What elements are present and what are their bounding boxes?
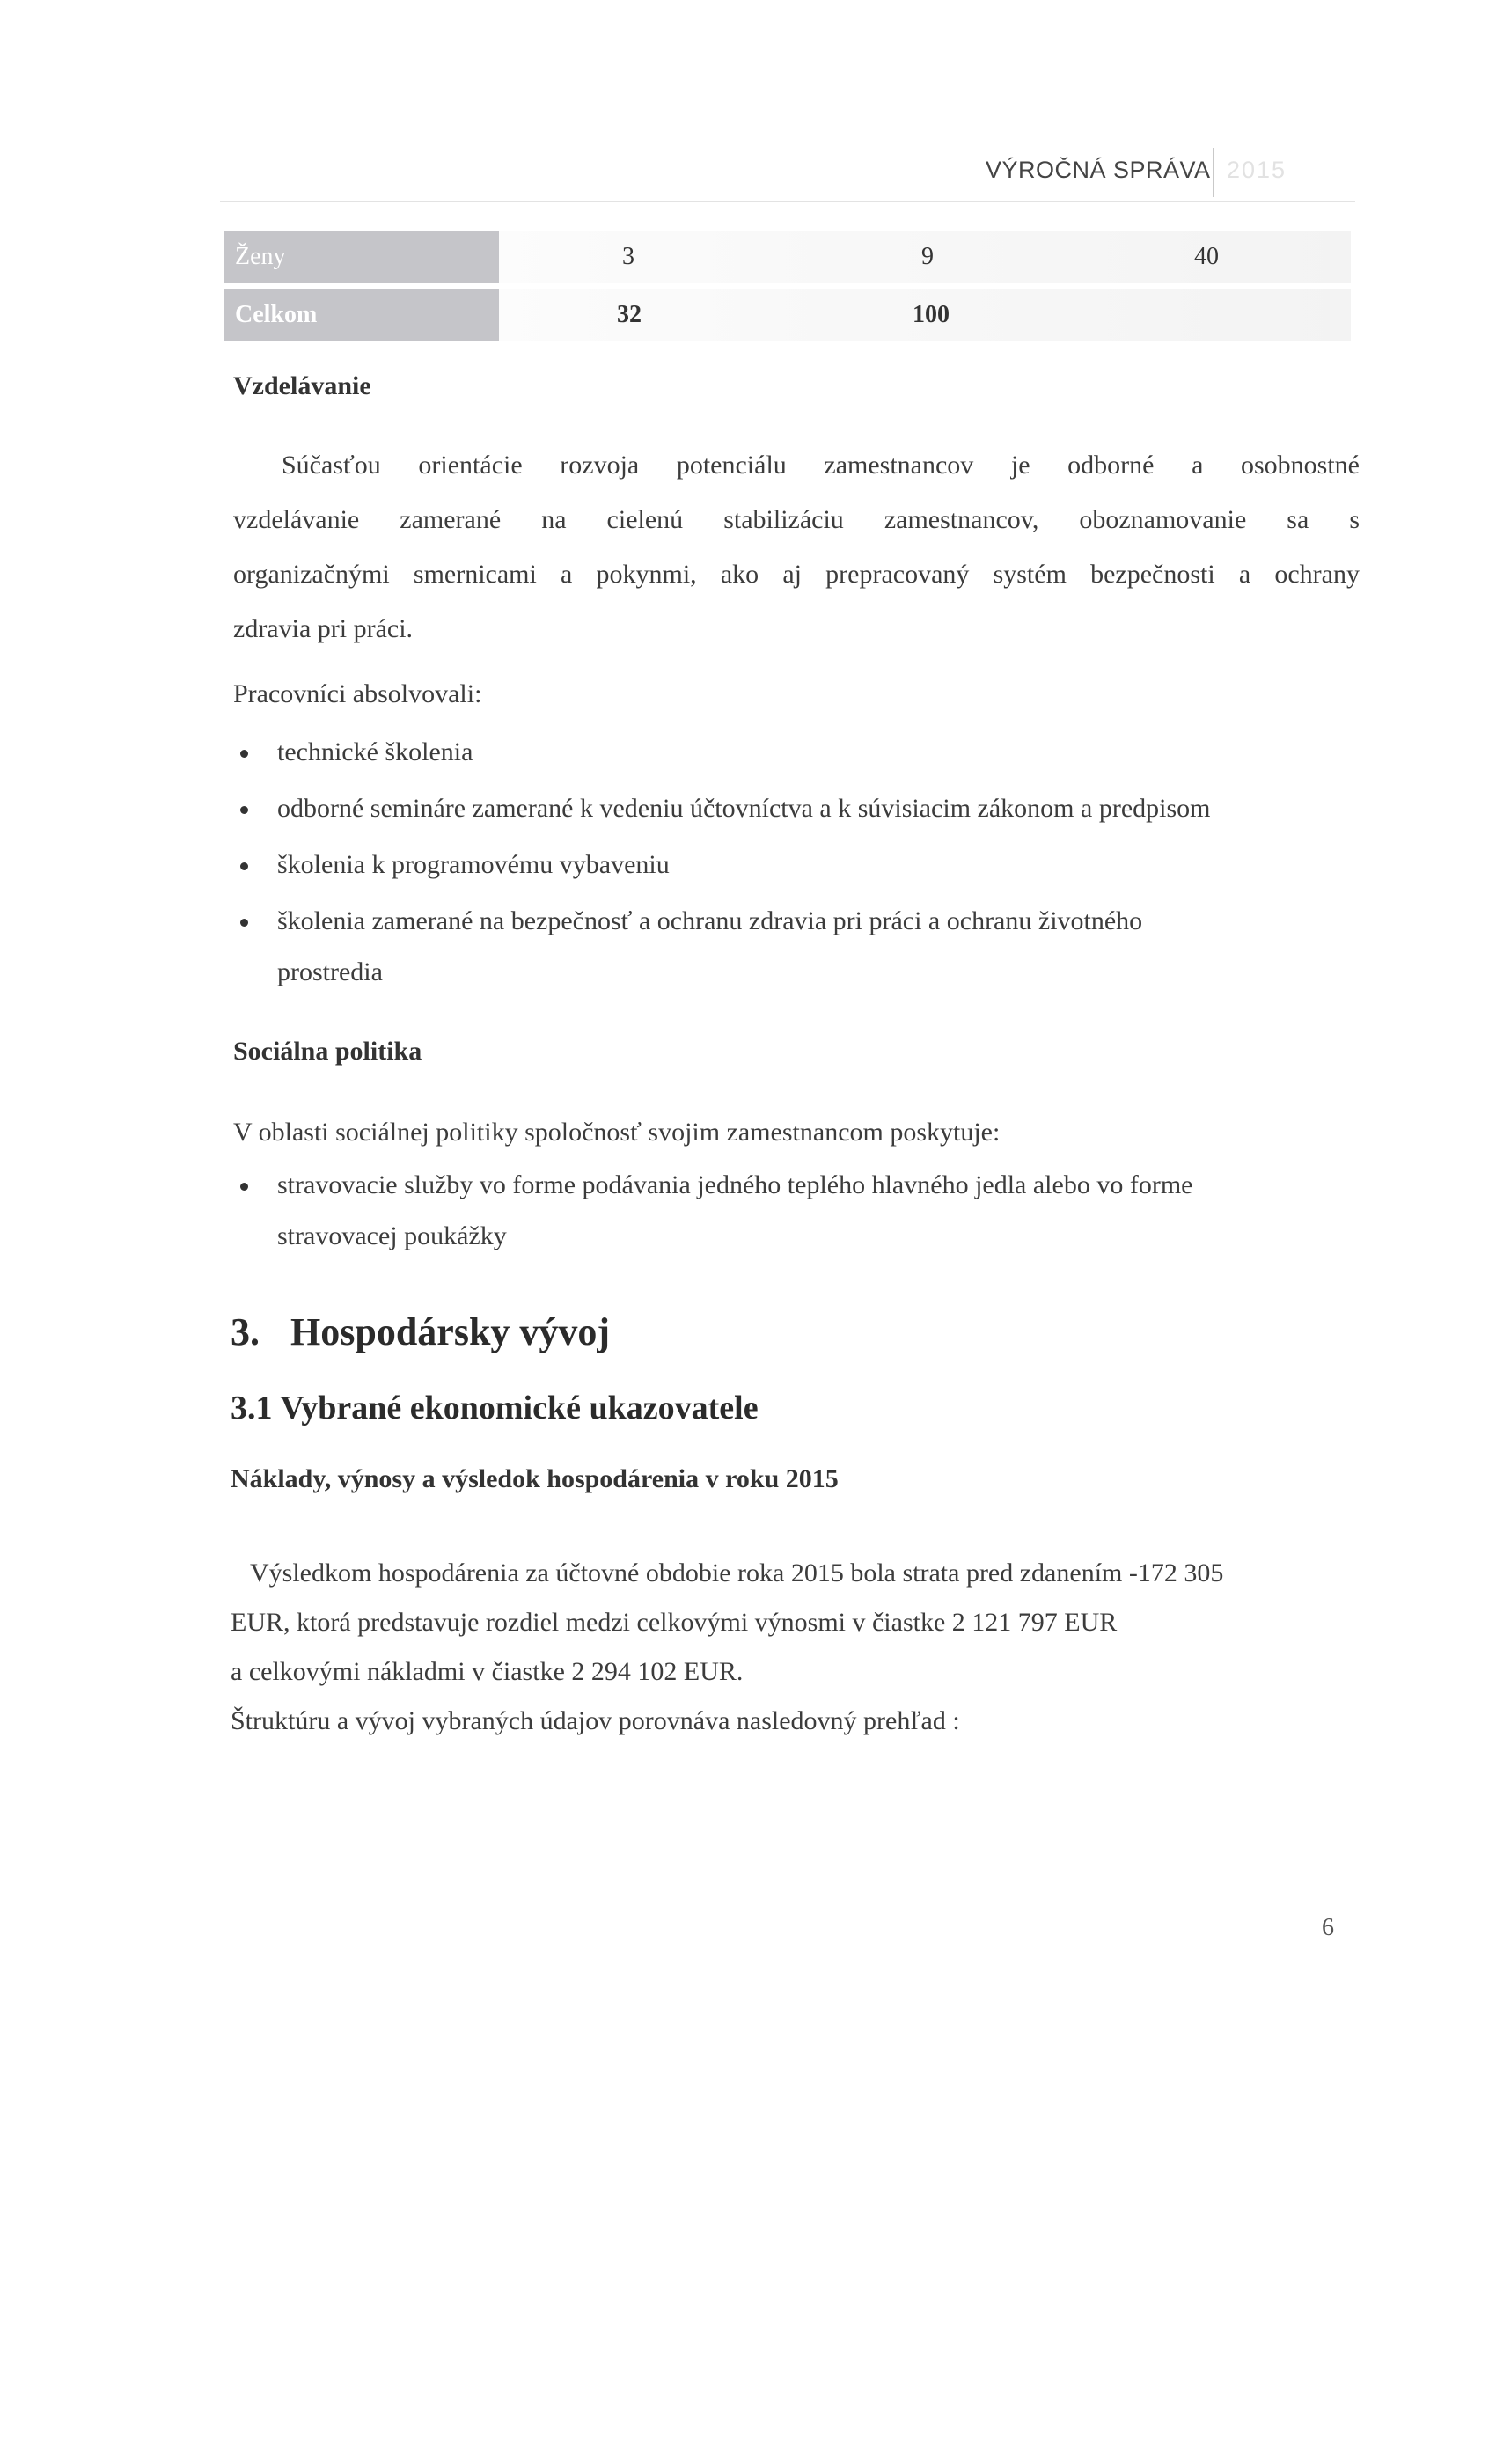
vzdelavanie-paragraph	[233, 438, 1360, 656]
page-number: 6	[1322, 1914, 1334, 1941]
table-row	[224, 289, 1351, 341]
list-item: odborné semináre zamerané k vedeniu účtovníctva a k súvisiacim zákonom a predpisom	[233, 783, 1377, 834]
table-cell: 100	[913, 301, 950, 328]
paragraph-line: EUR, ktorá predstavuje rozdiel medzi celkovými výnosmi v čiastke 2 121 797 EUR	[231, 1608, 1118, 1637]
paragraph-line: organizačnými smernicami a pokynmi, ako aj prepracovaný systém bezpečnosti a ochrany	[233, 560, 1360, 589]
socialna-intro: V oblasti sociálnej politiky spoločnosť svojim zamestnancom poskytuje:	[233, 1118, 1001, 1147]
training-list	[233, 727, 1377, 998]
list-item: školenia zamerané na bezpečnosť a ochranu zdravia pri práci a ochranu životného prostredia	[233, 896, 1377, 998]
paragraph-line: zdravia pri práci.	[233, 614, 414, 643]
table-cell: 40	[1194, 243, 1219, 270]
row-label: Celkom	[224, 289, 499, 341]
paragraph-line: Výsledkom hospodárenia za účtovné obdobie roka 2015 bola strata pred zdanením -172 305	[250, 1558, 1224, 1588]
paragraph-line: Súčasťou orientácie rozvoja potenciálu zamestnancov je odborné a osobnostné	[282, 451, 1360, 480]
section-heading-vzdelavanie: Vzdelávanie	[233, 371, 371, 400]
table-cell: 3	[622, 243, 634, 270]
row-label: Ženy	[224, 231, 499, 283]
list-item: stravovacie služby vo forme podávania jedného teplého hlavného jedla alebo vo forme stravovacej poukážky	[233, 1160, 1377, 1262]
paragraph-line: vzdelávanie zamerané na cielenú stabilizáciu zamestnancov, oboznamovanie sa s	[233, 505, 1360, 534]
header-year: 2015	[1227, 157, 1287, 183]
social-list	[233, 1160, 1377, 1262]
employee-table	[224, 231, 1351, 347]
chapter-heading	[231, 1309, 610, 1354]
list-item: technické školenia	[233, 727, 1377, 778]
table-cell: 32	[617, 301, 642, 328]
paragraph-line: Štruktúru a vývoj vybraných údajov porovnáva nasledovný prehľad :	[231, 1706, 960, 1735]
table-row	[224, 231, 1351, 283]
chapter-number: 3.	[231, 1310, 260, 1353]
section-heading-socialna: Sociálna politika	[233, 1037, 422, 1066]
table-cell: 9	[921, 243, 934, 270]
header-divider	[1213, 148, 1214, 197]
subsubsection-heading: Náklady, výnosy a výsledok hospodárenia v roku 2015	[231, 1464, 839, 1493]
list-item: školenia k programovému vybaveniu	[233, 840, 1377, 891]
list-intro: Pracovníci absolvovali:	[233, 679, 482, 708]
header-rule	[220, 201, 1355, 202]
paragraph-line: a celkovými nákladmi v čiastke 2 294 102 EUR.	[231, 1657, 744, 1686]
hospodarsky-paragraph	[231, 1549, 1375, 1746]
header-title: VÝROČNÁ SPRÁVA	[986, 157, 1211, 183]
subsection-heading: 3.1 Vybrané ekonomické ukazovatele	[231, 1390, 759, 1426]
chapter-title: Hospodársky vývoj	[290, 1310, 611, 1353]
